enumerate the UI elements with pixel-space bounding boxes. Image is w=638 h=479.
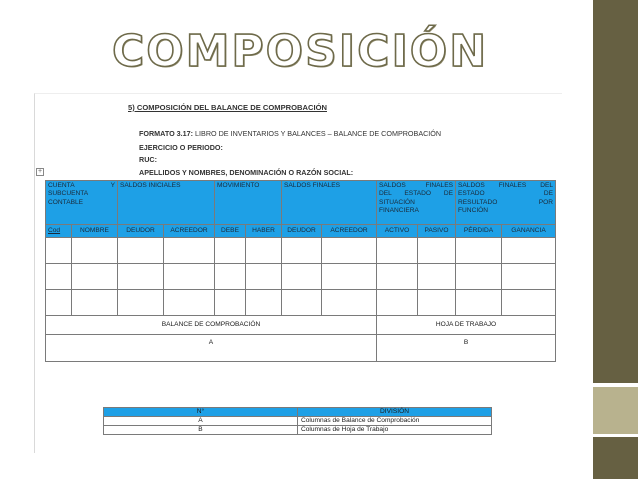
header-cuenta-line1: CUENTA Y — [48, 182, 115, 189]
header-resultado-funcion: SALDOS FINALES DEL ESTADO DE RESULTADO POR FUNCIÓN — [456, 181, 556, 225]
document-heading: 5) COMPOSICIÓN DEL BALANCE DE COMPROBACIÓN — [128, 103, 327, 112]
slide-title: COMPOSICIÓN — [111, 26, 489, 77]
move-handle-icon[interactable]: + — [37, 168, 43, 175]
col-perdida: PÉRDIDA — [456, 225, 502, 238]
ejercicio-label: EJERCICIO O PERIODO: — [139, 143, 223, 152]
decorative-side-bar-bottom — [593, 437, 638, 479]
col-cod: Cod — [46, 225, 72, 238]
decorative-side-bar-top — [593, 0, 638, 383]
table-row — [104, 417, 492, 426]
col-debe: DEBE — [215, 225, 246, 238]
col-activo: ACTIVO — [377, 225, 418, 238]
table-row — [46, 290, 556, 316]
header-movimiento: MOVIMIENTO — [215, 181, 282, 225]
document-image — [34, 93, 562, 453]
format-text: LIBRO DE INVENTARIOS Y BALANCES – BALANCE DE COMPROBACIÓN — [193, 129, 442, 138]
division-header-n: N° — [104, 408, 298, 417]
division-header-row — [104, 408, 492, 417]
col-acreedor-inicial: ACREEDOR — [164, 225, 215, 238]
division-table — [103, 407, 492, 435]
table-row — [46, 238, 556, 264]
ledger-table — [45, 180, 556, 362]
decorative-side-bar-middle — [593, 387, 638, 434]
col-acreedor-final: ACREEDOR — [322, 225, 377, 238]
col-deudor-inicial: DEUDOR — [118, 225, 164, 238]
footer-letter-a: A — [46, 335, 377, 362]
col-haber: HABER — [246, 225, 282, 238]
ledger-group-header-row — [46, 181, 556, 225]
division-row-text: Columnas de Balance de Comprobación — [298, 417, 492, 426]
footer-hoja-label: HOJA DE TRABAJO — [377, 316, 556, 335]
footer-balance-label: BALANCE DE COMPROBACIÓN — [46, 316, 377, 335]
table-row — [104, 426, 492, 435]
apellidos-label: APELLIDOS Y NOMBRES, DENOMINACIÓN O RAZÓN SOCIAL: — [139, 168, 354, 177]
col-pasivo: PASIVO — [418, 225, 456, 238]
division-header-division: DIVISIÓN — [298, 408, 492, 417]
header-saldos-finales: SALDOS FINALES — [282, 181, 377, 225]
header-situacion-financiera: SALDOS FINALES DEL ESTADO DE SITUACIÓN FINANCIERA — [377, 181, 456, 225]
division-row-text: Columnas de Hoja de Trabajo — [298, 426, 492, 435]
ledger-footer-letters-row — [46, 335, 556, 362]
division-row-n: A — [104, 417, 298, 426]
header-cuenta — [46, 181, 118, 225]
format-line — [139, 129, 441, 138]
col-ganancia: GANANCIA — [502, 225, 556, 238]
footer-letter-b: B — [377, 335, 556, 362]
col-deudor-final: DEUDOR — [282, 225, 322, 238]
division-row-n: B — [104, 426, 298, 435]
format-label: FORMATO 3.17: — [139, 129, 194, 138]
ledger-footer-labels-row — [46, 316, 556, 335]
header-cuenta-rest: SUBCUENTA CONTABLE — [48, 190, 88, 206]
header-saldos-iniciales: SALDOS INICIALES — [118, 181, 215, 225]
ruc-label: RUC: — [139, 155, 157, 164]
table-row — [46, 264, 556, 290]
col-nombre: NOMBRE — [72, 225, 118, 238]
ledger-column-header-row — [46, 225, 556, 238]
